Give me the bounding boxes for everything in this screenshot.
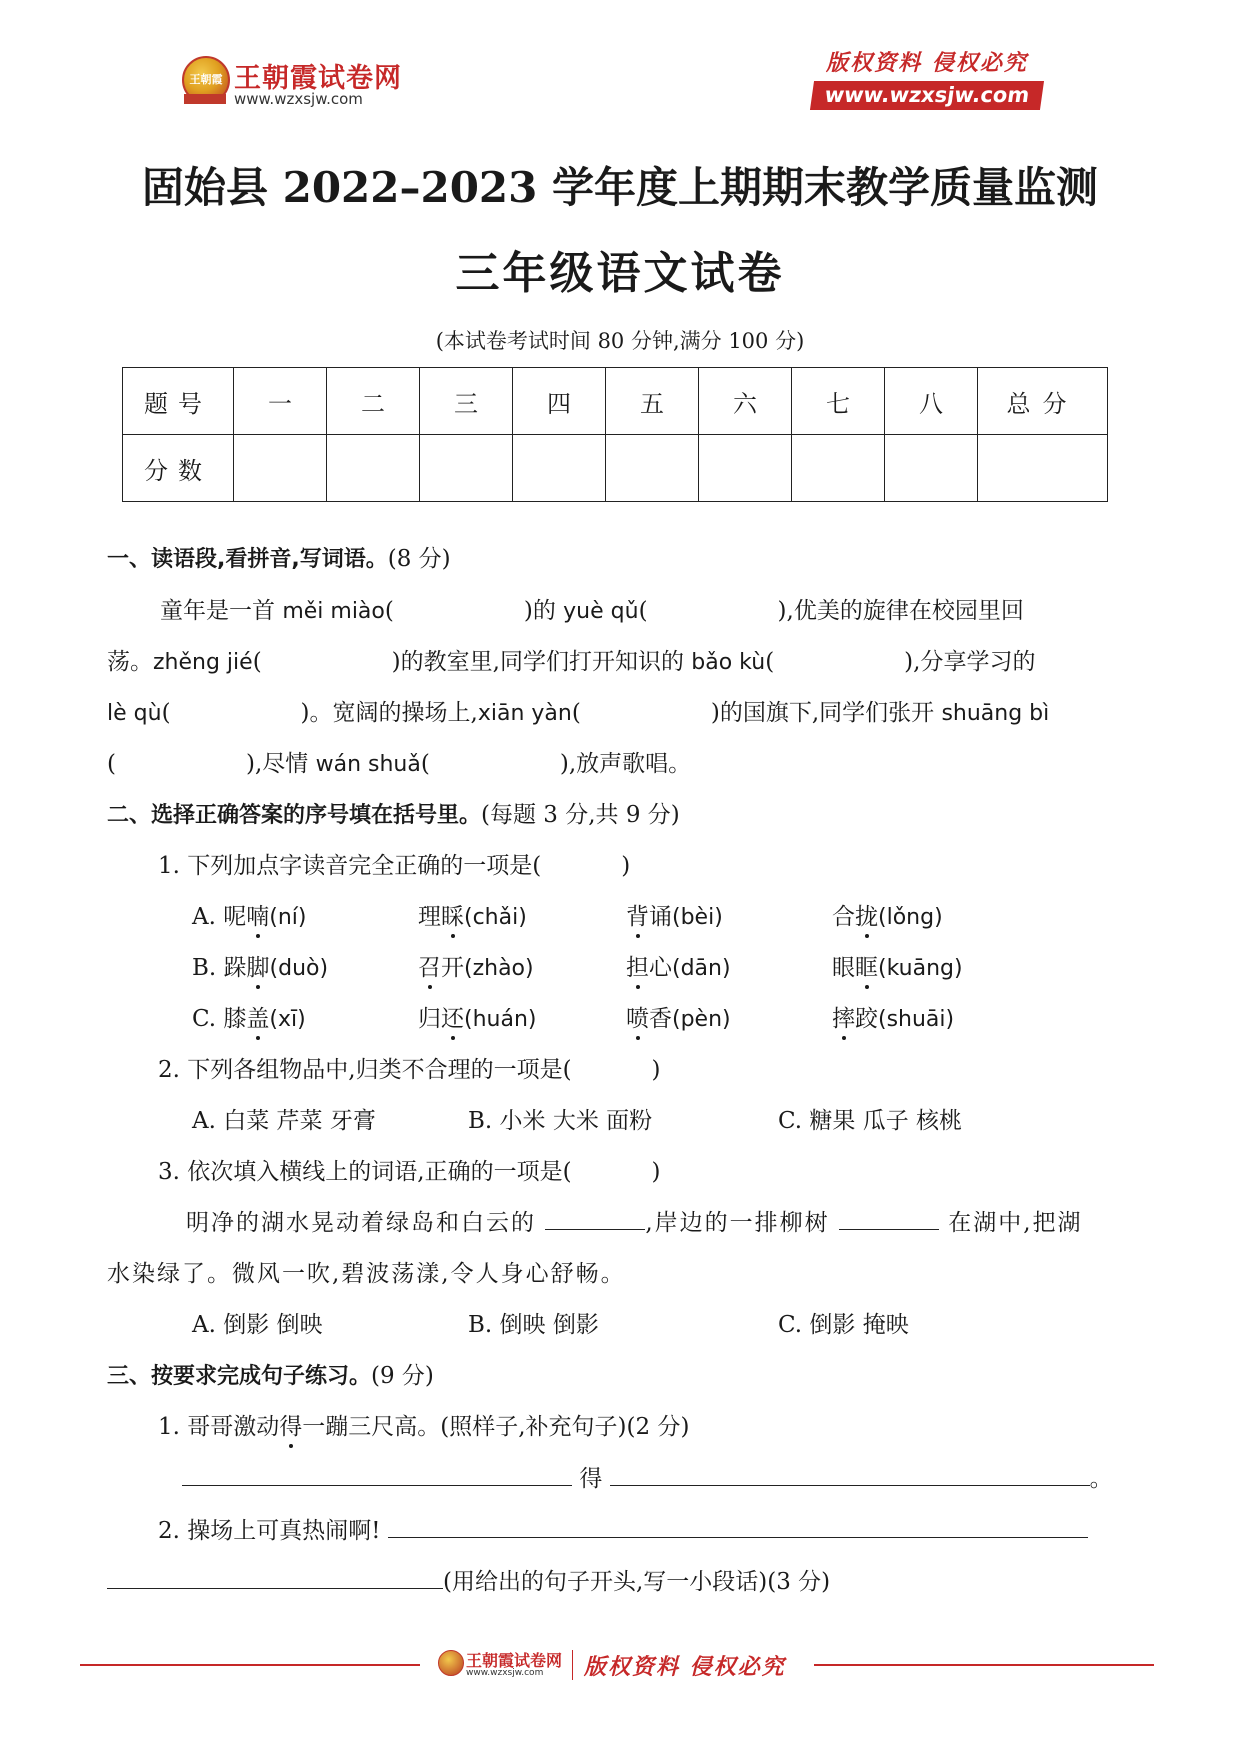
site-logo xyxy=(182,50,412,114)
q3-q1-answer: 得 。 xyxy=(182,1460,1113,1493)
q2-q3-text-1: 明净的湖水晃动着绿岛和白云的 ,岸边的一排柳树 在湖中,把湖 xyxy=(186,1210,1083,1236)
q2-q2-option: B. 小米 大米 面粉 xyxy=(468,1108,653,1134)
footer-logo-url: www.wzxsjw.com xyxy=(466,1668,544,1678)
footer-logo-icon xyxy=(438,1650,464,1676)
fill-line[interactable] xyxy=(839,1211,939,1230)
q2-question-2: 2. 下列各组物品中,归类不合理的一项是( ) xyxy=(158,1057,661,1083)
q2-q2-option: C. 糖果 瓜子 核桃 xyxy=(778,1108,963,1134)
score-cell[interactable] xyxy=(606,435,699,502)
q1-line-4: ( ),尽情 wán shuǎ( ),放声歌唱。 xyxy=(107,751,692,777)
copyright-block xyxy=(812,46,1042,110)
q2-option-b-3: 担心(dān) xyxy=(626,949,731,982)
q3-question-2: 2. 操场上可真热闹啊! xyxy=(158,1512,1088,1545)
score-cell[interactable] xyxy=(792,435,885,502)
q2-option-a: A. 呢喃(ní) xyxy=(192,898,306,931)
score-cell[interactable] xyxy=(978,435,1108,502)
q2-option-a-3: 背诵(bèi) xyxy=(626,898,723,931)
score-table xyxy=(122,367,1108,502)
q1-line-1: 童年是一首 měi miào( )的 yuè qǔ( ),优美的旋律在校园里回 xyxy=(160,598,1024,624)
q2-q2-option: A. 白菜 芹菜 牙膏 xyxy=(192,1108,376,1134)
exam-title: 固始县 2022–2023 学年度上期期末教学质量监测 xyxy=(141,163,1099,212)
answer-line[interactable] xyxy=(107,1570,443,1589)
q2-option-c-3: 喷香(pèn) xyxy=(626,1000,731,1033)
exam-subtitle: 三年级语文试卷 xyxy=(455,248,785,299)
score-header-cell: 题号 xyxy=(123,368,234,435)
logo-ribbon xyxy=(184,94,226,104)
q2-q3-option: B. 倒映 倒影 xyxy=(468,1312,599,1338)
logo-title: 王朝霞试卷网 xyxy=(234,63,402,94)
section-1-heading: 一、读语段,看拼音,写词语。(8 分) xyxy=(107,546,451,572)
logo-url: www.wzxsjw.com xyxy=(234,90,363,108)
answer-line[interactable] xyxy=(182,1467,572,1486)
q2-option-b: B. 跺脚(duò) xyxy=(192,949,328,982)
score-cell[interactable] xyxy=(420,435,513,502)
q2-q3-option: A. 倒影 倒映 xyxy=(192,1312,323,1338)
q2-question-1: 1. 下列加点字读音完全正确的一项是( ) xyxy=(158,853,631,879)
q3-question-1: 1. 哥哥激动得一蹦三尺高。(照样子,补充句子)(2 分) xyxy=(158,1408,689,1441)
answer-line[interactable] xyxy=(388,1519,1088,1538)
q2-option-b-2: 召开(zhào) xyxy=(418,949,534,982)
copyright-text: 版权资料 侵权必究 xyxy=(826,50,1028,76)
q1-line-3: lè qù( )。宽阔的操场上,xiān yàn( )的国旗下,同学们张开 shuāng bì xyxy=(107,700,1050,726)
answer-line[interactable] xyxy=(610,1467,1090,1486)
copyright-url: www.wzxsjw.com xyxy=(810,81,1044,110)
score-header-cell: 六 xyxy=(699,368,792,435)
fill-line[interactable] xyxy=(545,1211,645,1230)
q1-line-2: 荡。zhěng jié( )的教室里,同学们打开知识的 bǎo kù( ),分享学习的 xyxy=(107,649,1036,675)
score-cell[interactable] xyxy=(234,435,327,502)
q2-question-3: 3. 依次填入横线上的词语,正确的一项是( ) xyxy=(158,1159,661,1185)
footer-rule-left xyxy=(80,1664,420,1666)
score-value-row xyxy=(123,435,1108,502)
q2-option-c: C. 膝盖(xī) xyxy=(192,1000,306,1033)
q2-option-a-2: 理睬(chǎi) xyxy=(418,898,527,931)
score-header-cell: 三 xyxy=(420,368,513,435)
score-header-cell: 七 xyxy=(792,368,885,435)
score-header-cell: 八 xyxy=(885,368,978,435)
score-cell[interactable] xyxy=(327,435,420,502)
q2-option-b-4: 眼眶(kuāng) xyxy=(832,949,963,982)
score-cell[interactable] xyxy=(513,435,606,502)
section-3-heading: 三、按要求完成句子练习。(9 分) xyxy=(107,1363,434,1389)
footer-logo-title: 王朝霞试卷网 xyxy=(466,1651,563,1670)
score-header-cell: 四 xyxy=(513,368,606,435)
q2-option-a-4: 合拢(lǒng) xyxy=(832,898,943,931)
score-header-cell: 二 xyxy=(327,368,420,435)
score-header-cell: 一 xyxy=(234,368,327,435)
footer-divider xyxy=(572,1650,573,1680)
score-cell[interactable] xyxy=(699,435,792,502)
score-row-label: 分数 xyxy=(123,435,234,502)
exam-note: (本试卷考试时间 80 分钟,满分 100 分) xyxy=(435,329,805,353)
q2-q3-text-2: 水染绿了。微风一吹,碧波荡漾,令人身心舒畅。 xyxy=(107,1261,626,1287)
section-2-heading: 二、选择正确答案的序号填在括号里。(每题 3 分,共 9 分) xyxy=(107,802,680,828)
score-header-cell: 五 xyxy=(606,368,699,435)
logo-badge-icon: 王朝霞 xyxy=(182,56,230,104)
q2-option-c-2: 归还(huán) xyxy=(418,1000,536,1033)
footer-copyright: 版权资料 侵权必究 xyxy=(584,1654,786,1680)
q2-q3-option: C. 倒影 掩映 xyxy=(778,1312,909,1338)
score-header-cell: 总分 xyxy=(978,368,1108,435)
q3-q2-tail: (用给出的句子开头,写一小段话)(3 分) xyxy=(107,1563,830,1596)
footer-rule-right xyxy=(814,1664,1154,1666)
q2-option-c-4: 摔跤(shuāi) xyxy=(832,1000,954,1033)
score-header-row xyxy=(123,368,1108,435)
score-cell[interactable] xyxy=(885,435,978,502)
